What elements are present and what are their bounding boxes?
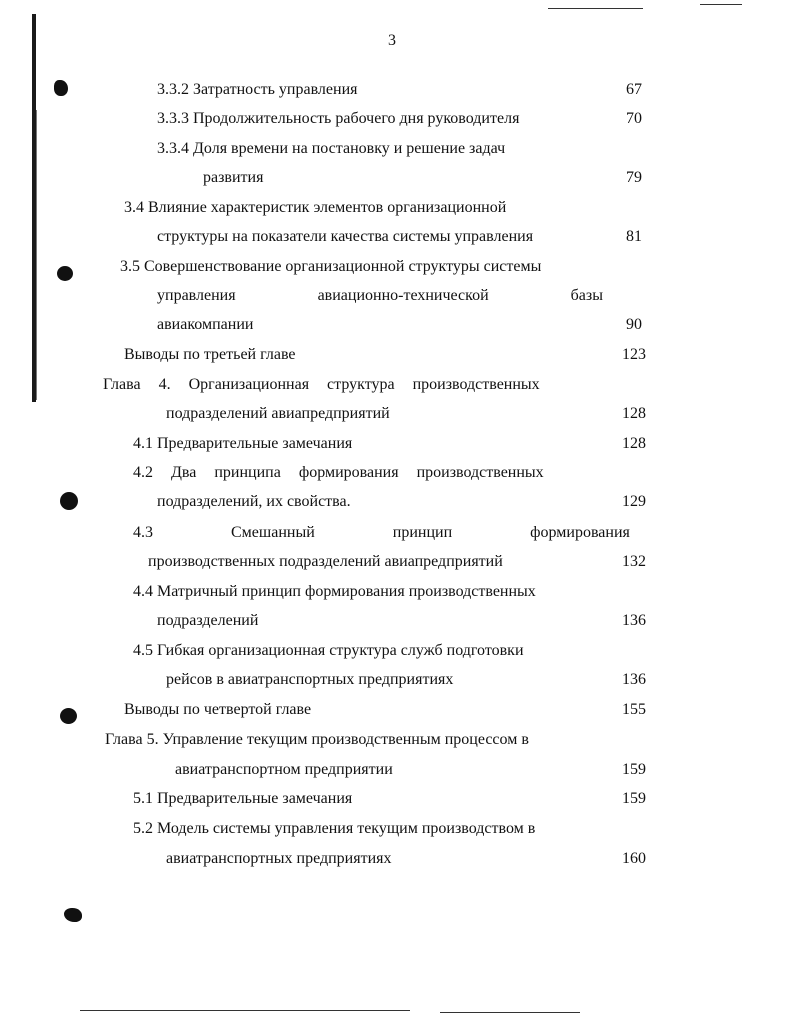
toc-entry-text: Глава 5. Управление текущим производственным процессом в: [105, 731, 529, 748]
toc-entry-page: 136: [622, 612, 646, 629]
toc-entry-page: 128: [622, 435, 646, 452]
toc-entry-text: развития: [203, 169, 264, 186]
toc-entry-text: Выводы по третьей главе: [124, 346, 296, 363]
toc-entry-text: производственных подразделений авиапредприятий: [148, 553, 503, 570]
toc-entry-text: подразделений авиапредприятий: [166, 405, 390, 422]
hole-punch-mark: [54, 80, 68, 96]
toc-entry-text: авиатранспортных предприятиях: [166, 850, 392, 867]
toc-entry-text: 5.2 Модель системы управления текущим производством в: [133, 820, 536, 837]
scan-edge-line: [36, 110, 37, 400]
toc-entry-text: 4.5 Гибкая организационная структура служб подготовки: [133, 642, 524, 659]
toc-entry-page: 129: [622, 493, 646, 510]
toc-entry-text: Глава 4. Организационная структура производственных: [103, 376, 540, 393]
toc-entry-page: 70: [626, 110, 642, 127]
toc-entry-page: 81: [626, 228, 642, 245]
hole-punch-mark: [60, 708, 77, 724]
toc-entry-text: 3.4 Влияние характеристик элементов организационной: [124, 199, 507, 216]
toc-entry-text: авиатранспортном предприятии: [175, 761, 393, 778]
toc-entry-page: 79: [626, 169, 642, 186]
toc-entry-text: структуры на показатели качества системы управления: [157, 228, 534, 245]
toc-entry-page: 90: [626, 316, 642, 333]
hole-punch-mark: [64, 908, 82, 922]
toc-entry-text: 4.1 Предварительные замечания: [133, 435, 353, 452]
toc-entry-text: подразделений, их свойства.: [157, 493, 351, 510]
toc-entry-page: 155: [622, 701, 646, 718]
hole-punch-mark: [57, 266, 73, 281]
toc-entry-page: 136: [622, 671, 646, 688]
toc-entry-page: 132: [622, 553, 646, 570]
toc-entry-page: 159: [622, 761, 646, 778]
toc-entry-text: 3.5 Совершенствование организационной структуры системы: [120, 258, 542, 275]
toc-entry-text: 4.3 Смешанный принцип формирования: [133, 524, 630, 541]
toc-entry-text: 4.4 Матричный принцип формирования производственных: [133, 583, 536, 600]
toc-entry-text: Выводы по четвертой главе: [124, 701, 312, 718]
toc-entry-page: 123: [622, 346, 646, 363]
scan-bottom-line: [440, 1012, 580, 1013]
toc-entry-text: 3.3.3 Продолжительность рабочего дня руководителя: [157, 110, 520, 127]
toc-entry-text: рейсов в авиатранспортных предприятиях: [166, 671, 454, 688]
toc-entry-text: авиакомпании: [157, 316, 254, 333]
scan-bottom-line: [80, 1010, 410, 1011]
toc-entry-page: 160: [622, 850, 646, 867]
toc-entry-text: 3.3.2 Затратность управления: [157, 81, 358, 98]
scan-top-line: [548, 8, 643, 9]
toc-entry-page: 67: [626, 81, 642, 98]
toc-entry-text: 4.2 Два принципа формирования производственных: [133, 464, 544, 481]
toc-entry-text: 3.3.4 Доля времени на постановку и решение задач: [157, 140, 506, 157]
scan-top-line: [700, 4, 742, 5]
toc-entry-page: 128: [622, 405, 646, 422]
hole-punch-mark: [60, 492, 78, 510]
toc-entry-page: 159: [622, 790, 646, 807]
toc-entry-text: управления авиационно-технической базы: [157, 287, 603, 304]
toc-entry-text: 5.1 Предварительные замечания: [133, 790, 353, 807]
toc-entry-text: подразделений: [157, 612, 259, 629]
page-number: 3: [388, 32, 396, 49]
